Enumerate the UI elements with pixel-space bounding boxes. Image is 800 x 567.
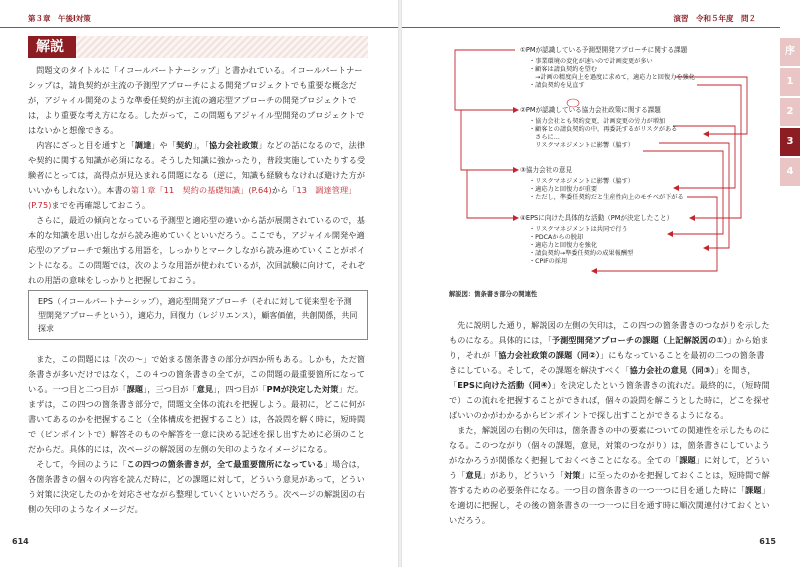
right-body-text <box>449 318 771 528</box>
diagram-section-2-heading: ②PMが認識している協力会社政策に関する課題 <box>520 106 661 114</box>
left-body-text-1 <box>28 63 368 288</box>
text-run: から <box>271 185 289 195</box>
left-body-text-2 <box>28 352 368 517</box>
tab-intro[interactable]: 序 <box>780 38 800 66</box>
diagram-item: ・請負契約を見直す <box>529 82 585 89</box>
paragraph <box>28 63 368 138</box>
diagram-item: ・顧客は請負契約を望む <box>529 66 598 73</box>
diagram-item: ・顧客との請負契約の中，再委託するがリスクがある <box>529 126 678 133</box>
text-run: 」から始まり，それが「 <box>449 335 769 360</box>
diagram-item: ・ただし，準委任契約だと生産性向上のモチベが下がる <box>529 194 684 201</box>
page-number-right: 615 <box>759 537 776 546</box>
text-run: 」があり，どういう「 <box>481 470 565 480</box>
bold-term: 協力会社政策 <box>208 140 259 150</box>
text-run: また，この問題には「次の～」で始まる箇条書きの部分が四か所もある。しかも，ただ箇条書きが多いだけではなく，この４つの箇条書きの全てが，この問題の最重要箇所になっている。一つ目と二つ目が「 <box>28 354 366 394</box>
tab-chapter-4[interactable]: 4 <box>780 158 800 186</box>
diagram-item: さらに… <box>529 134 560 141</box>
paragraph <box>28 213 368 288</box>
bold-term: 意見 <box>465 470 482 480</box>
section-title-box <box>28 36 368 58</box>
diagram-item: ・協力会社とも契約変更，計画変更の労力が増加 <box>529 118 666 125</box>
paragraph <box>28 138 368 213</box>
text-run: 」，「 <box>192 140 209 150</box>
text-run: 内容にざっと目を通すと「 <box>36 140 135 150</box>
text-run: 」に対して，どういう「 <box>449 455 770 480</box>
paragraph <box>28 352 368 457</box>
diagram-item: ・CPIFの採用 <box>529 258 568 265</box>
section-title: 解説 <box>28 36 76 58</box>
text-run: 」や「 <box>151 140 176 150</box>
diagram-item: →計画の精度向上を過度に求めて，適応力と回復力を強化 <box>529 74 695 81</box>
left-arrow-3-4 <box>467 170 515 218</box>
text-run: また，解説図の右側の矢印は，箇条書きの中の要素についての関連性を示したものになる。このつながり（個々の課題，意見，対策のつながり）は，箇条書きにしていようがなかろうが関係なく把握しておくべきことになる。全ての「 <box>449 425 770 465</box>
bold-term: 契約 <box>175 140 193 150</box>
tab-chapter-3[interactable]: 3 <box>780 128 800 156</box>
diagram-item: ・適応力と回復力が重要 <box>529 186 598 193</box>
text-run: 」などの話になるので，法律や契約に関する知識が必須になる。そうした知識に強かったり，普段実施していたりする受験者にとっては，高得点が見込まれる問題になる（逆に，知識も経験もなければ避けた方がいいかもしれない）。本書の <box>28 140 366 195</box>
text-run: 」，三つ目が「 <box>143 384 197 394</box>
text-run: 」を聞き，「 <box>449 365 756 390</box>
exercise-header: 演習 令和５年度 問２ <box>673 14 756 23</box>
page-number-left: 614 <box>12 537 29 546</box>
chapter-header: 第３章 午後Ⅰ対策 <box>28 14 91 23</box>
header-rule <box>0 27 398 28</box>
diagram-item: ・事業環境の変化が速いので計画変更が多い <box>529 58 653 65</box>
text-run: 問題文のタイトルに「イコールパートナーシップ」と書かれている。イコールパートナーシップは，請負契約が主流の予測型アプローチによる開発プロジェクトでも重要な概念だが，アジャイル開発のような準委任契約が主流の適応型アプローチの開発プロジェクトでは，より重要な考え方になる。したがって，この問題もアジャイル型開発のプロジェクトではないかと想像できる。 <box>28 65 365 135</box>
paragraph <box>28 457 368 517</box>
diagram-section-3-heading: ③協力会社の意見 <box>520 166 573 174</box>
bold-term: 協力会社の意見（同③） <box>629 365 715 375</box>
tab-chapter-2[interactable]: 2 <box>780 98 800 126</box>
keyword-box: EPS（イコールパートナーシップ），適応型開発アプローチ（それに対して従来型を予測型開発アプローチという），適応力，回復力（レジリエンス），顧客価値，共創関係，共同探求 <box>28 290 368 340</box>
paragraph <box>449 423 771 528</box>
chapter-tabs <box>780 38 800 188</box>
diagram-section-4-heading: ④EPSに向けた具体的な活動（PMが決定したこと） <box>520 214 674 222</box>
text-run: 」だ。まずは，この四つの箇条書き部分で，問題文全体の流れを把握しよう。最初に，どこに何が書いてあるのかを把握すること（全体構成を把握すること）は，各設問を解く時に，短時間で（ピンポイントで）解答そのものや解答を一意に決める記述を探し出すために必須のことだからだ。具体的には，次ページの解説図の左側の矢印のようなイメージになる。 <box>28 384 366 454</box>
text-run: 」場合は，各箇条書きの個々の内容を読んだ時に，どの課題に対して，どういう意見があって，どういう対策に決定したのかを対応させながら整理していくといいだろう。次ページの解説図の右側の矢印のようなイメージだ。 <box>28 459 366 514</box>
bold-term: この四つの箇条書きが，全て最重要箇所になっている <box>126 459 324 469</box>
bold-term: 課題 <box>126 384 144 394</box>
text-run: までを再確認しておこう。 <box>51 200 151 210</box>
diagram-caption: 解説図：箇条書き部分の関連性 <box>449 291 538 298</box>
left-page <box>0 0 398 567</box>
bold-term: 課題 <box>679 455 696 465</box>
reference-link[interactable]: 第１章「11 契約の基礎知識」(P.64) <box>130 185 272 195</box>
text-run: 」を決定したという箇条書きの流れだ。最終的に，（短時間で）この流れを把握することができれば，個々の設問を解こうとした時に，どこを探せばいいのかがわかるからピンポイントで探し出すことができるようになる。 <box>449 380 770 420</box>
text-run: そして，今回のように「 <box>36 459 127 469</box>
bold-term: PMが決定した対策 <box>266 384 339 394</box>
left-arrow-1-2 <box>455 50 515 110</box>
diagram-item: リスクマネジメントに影響（脇す） <box>529 142 634 149</box>
bold-term: 意見 <box>196 384 214 394</box>
text-run: 」，四つ目が「 <box>213 384 267 394</box>
text-run: さらに，最近の傾向となっている予測型と適応型の違いから話が展開されているので，基本的な知識を思い出しながら読み進めていくといいだろう。ここでも，アジャイル開発や適応型のアプローチで頻出する用語を，しっかりとマークしながら読み進めていくことがポイントになる。この問題では，次のような用語が使われているが，次回試験に向けて，それぞれの用語の意味をしっかりと把握しておこう。 <box>28 215 366 285</box>
diagram-item: ・リスクマネジメントに影響（脇す） <box>529 178 634 185</box>
right-arrow-a <box>675 77 747 134</box>
diagram-item: ・リスクマネジメントは共同で行う <box>529 226 628 233</box>
tab-chapter-1[interactable]: 1 <box>780 68 800 96</box>
bold-term: 協力会社政策の課題（同②） <box>498 350 600 360</box>
reference-link[interactable]: 「13 調達管理」(P.75) <box>28 185 357 210</box>
diagram-item: ・PDCAからの脱却 <box>529 234 584 241</box>
header-rule-right <box>402 27 780 28</box>
text-run: 」に至ったのかを把握しておくことは，短時間で解答するための必要条件になる。一つ目の箇条書きの一つ一つに目を通した時に「 <box>449 470 770 495</box>
bold-term: 対策 <box>564 470 581 480</box>
explanation-diagram <box>447 40 767 285</box>
diagram-item: ・請負契約→準委任契約の成果報酬型 <box>529 250 634 257</box>
bold-term: 予測型開発アプローチの課題（上記解説図の①） <box>551 335 728 345</box>
text-run: 」を適切に把握し，その後の箇条書きの一つ一つに目を通す時に順次関連付けておくといいだろう。 <box>449 485 770 525</box>
bold-term: 調達 <box>134 140 152 150</box>
bold-term: EPSに向けた活動（同④） <box>457 380 552 390</box>
right-arrow-c <box>673 126 735 188</box>
right-arrow-b <box>695 85 741 218</box>
bold-term: 課題 <box>745 485 762 495</box>
left-arrow-2-3 <box>461 110 515 170</box>
text-run: 」にもなっていることを最初の二つの箇条書きにしている。そして，その課題を解決すべく「 <box>449 350 765 375</box>
diagram-item: ・適応力と回復力を強化 <box>529 242 598 249</box>
diagram-section-1-heading: ①PMが認識している予測型開発アプローチに関する課題 <box>520 46 688 54</box>
paragraph <box>449 318 771 423</box>
text-run: 先に説明した通り，解説図の左側の矢印は，この四つの箇条書きのつながりを示したものになる。具体的には，「 <box>449 320 770 345</box>
